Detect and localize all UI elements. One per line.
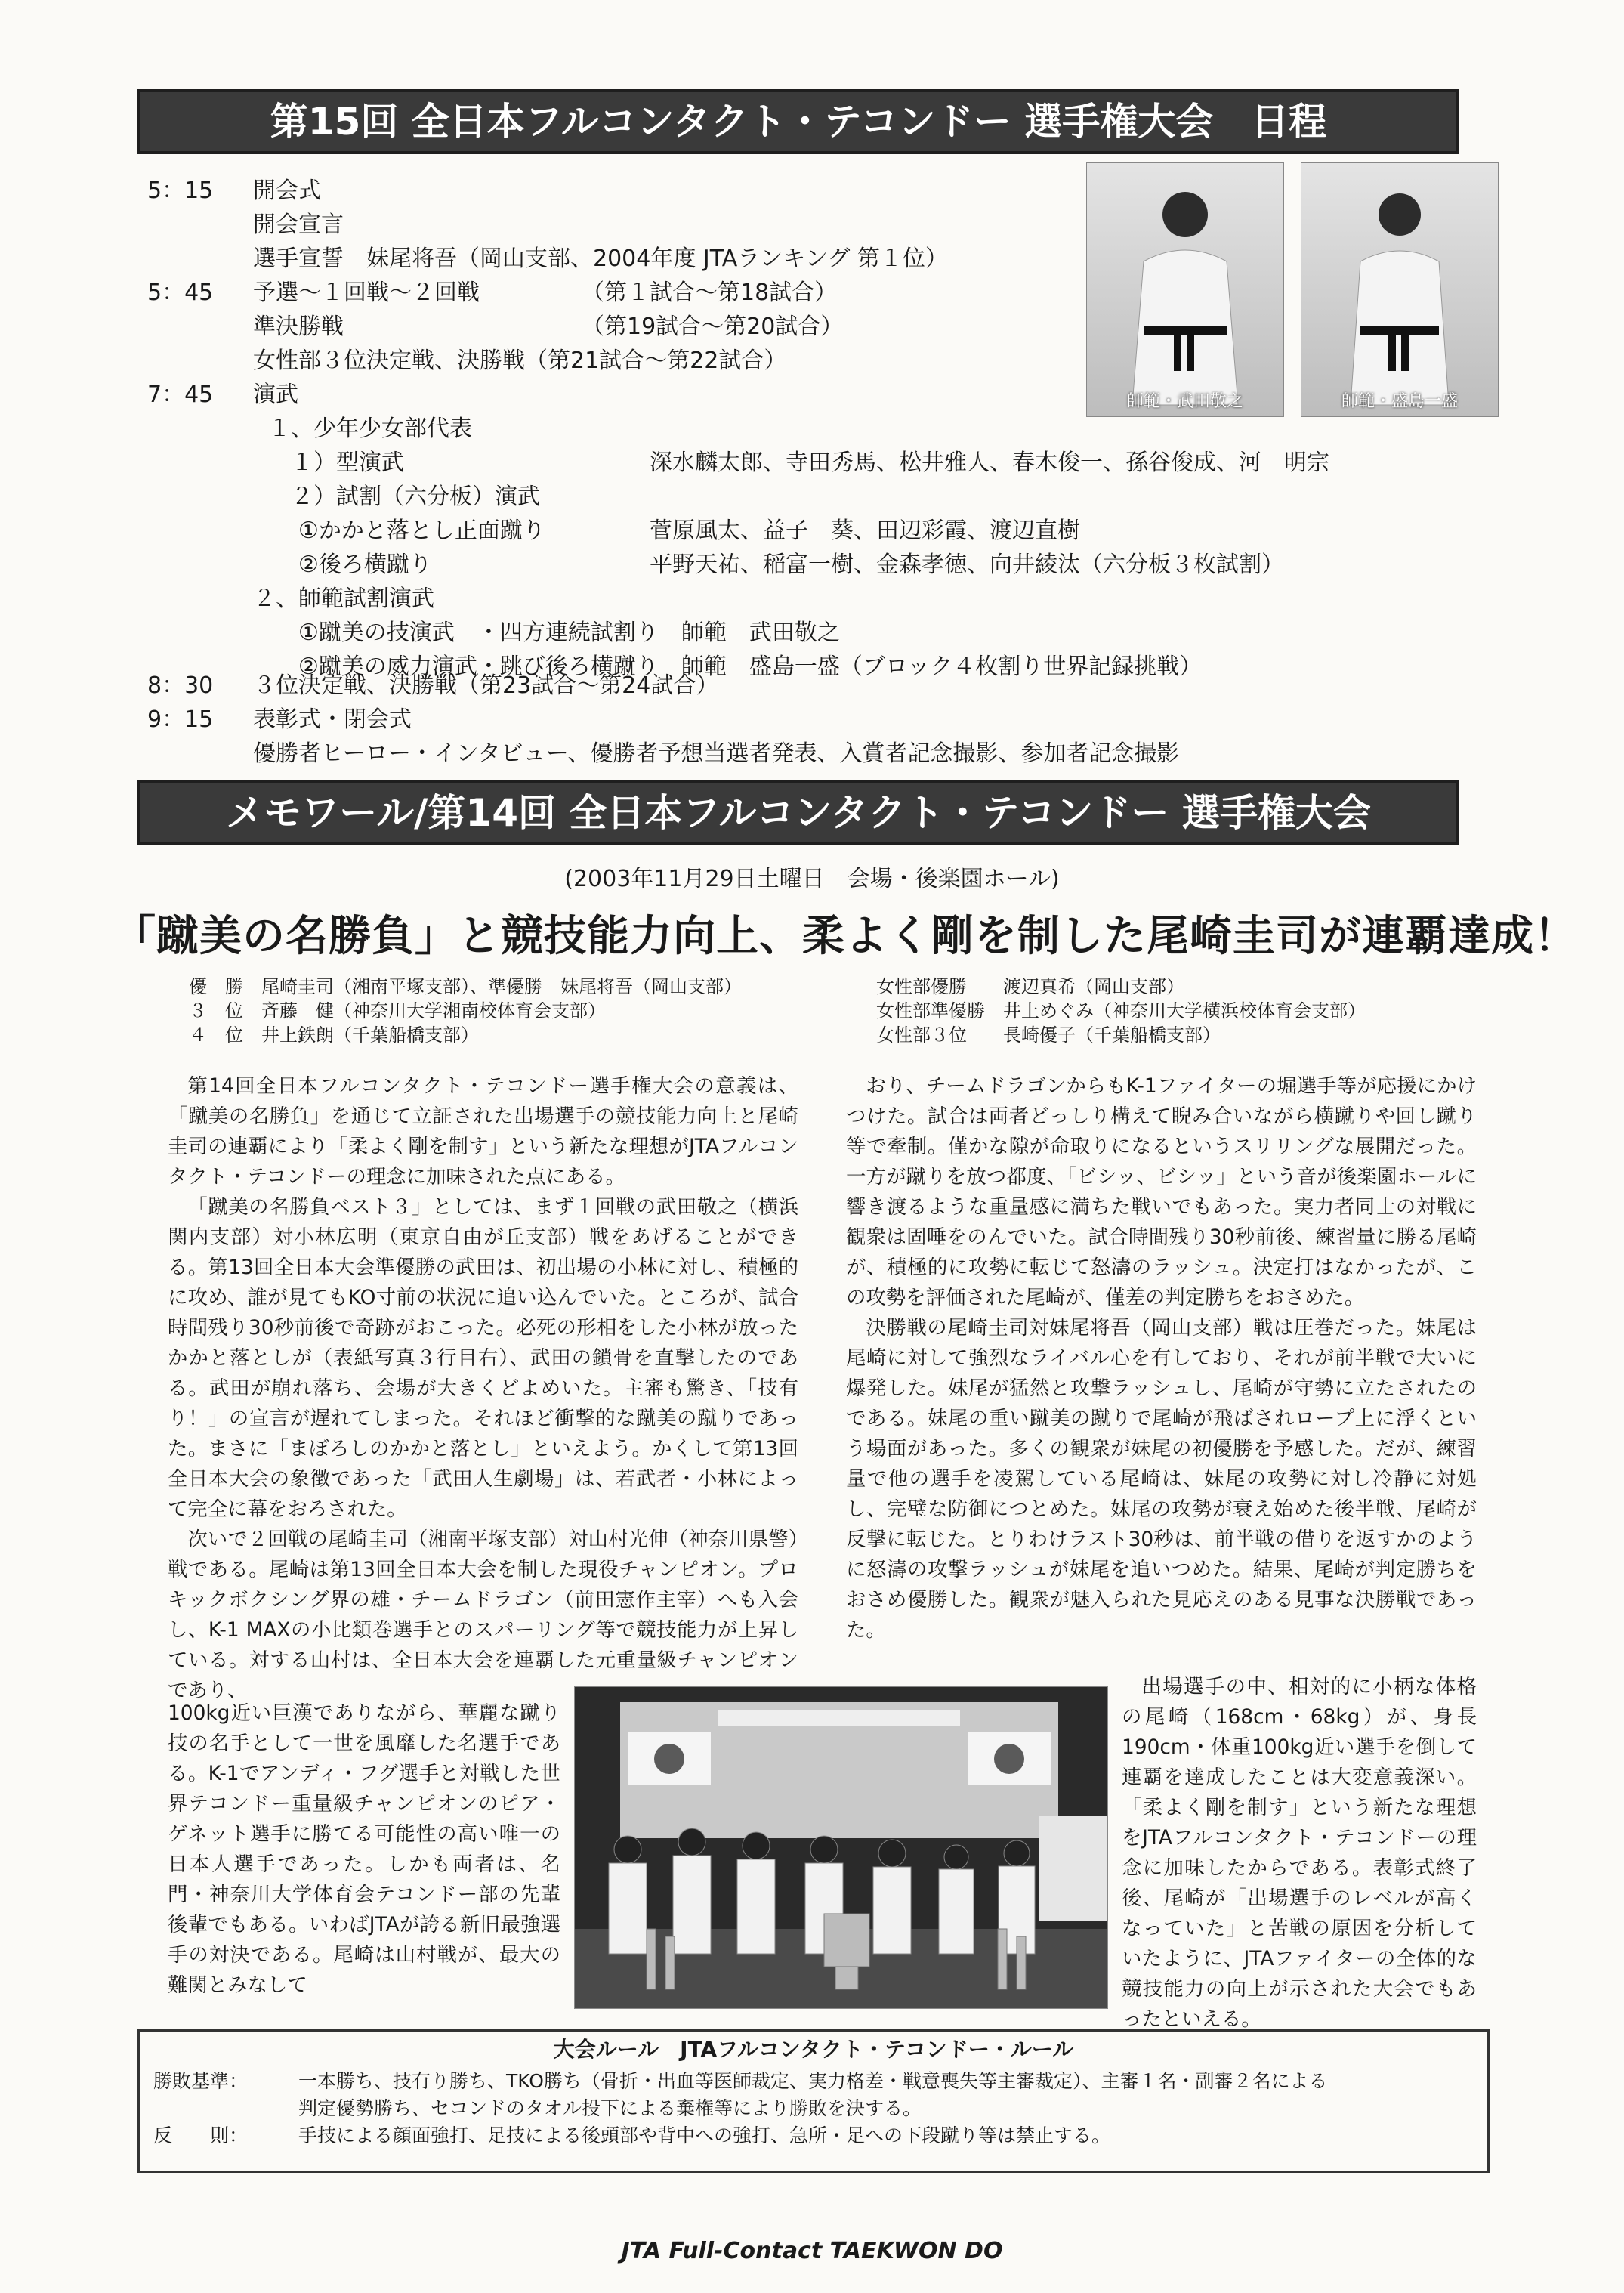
schedule-row — [147, 344, 1091, 378]
demo-row — [147, 480, 1431, 514]
demo-row — [147, 582, 1431, 616]
time: 8：30 — [147, 672, 214, 699]
schedule-banner: 第15回 全日本フルコンタクト・テコンドー 選手権大会 日程 — [137, 89, 1459, 154]
results-women — [876, 975, 1366, 1047]
article-left — [168, 1071, 798, 1702]
demo-item: ２）試割（六分板）演武 — [291, 484, 540, 510]
result-line: ３ 位 斉藤 健（神奈川大学湘南校体育会支部） — [189, 1000, 606, 1021]
rules-title: 大会ルール JTAフルコンタクト・テコンドー・ルール — [553, 2037, 1074, 2062]
person-figure — [1317, 178, 1483, 405]
rules-line — [140, 2095, 1487, 2122]
schedule-list-2 — [147, 669, 1431, 771]
demo-list — [147, 412, 1431, 684]
rules-box — [137, 2029, 1490, 2173]
master-photo-right — [1301, 162, 1499, 417]
rules-label: 勝敗基準： — [153, 2070, 249, 2092]
paragraph: 決勝戦の尾崎圭司対妹尾将吾（岡山支部）戦は圧巻だった。妹尾は尾崎に対して強烈なライバル心を有しており、それが前半戦で大いに爆発した。妹尾が猛然と攻撃ラッシュし、尾崎が守勢に立たされたのである。妹尾の重い蹴美の蹴りで尾崎が飛ばされロープ上に浮くという場面があった。多くの観衆が妹尾の初優勝を予感した。だが、練習量で他の選手を凌駕している尾崎は、妹尾の攻勢に対し冷静に対処し、完璧な防御につとめた。妹尾の攻勢が衰え始めた後半戦、尾崎が反撃に転じた。とりわけラスト30秒は、前半戦の借りを返すかのように怒濤の攻撃ラッシュが妹尾を追いつめた。結果、尾崎が判定勝ちをおさめ優勝した。観衆が魅入られた見応えのある見事な決勝戦であった。 — [846, 1316, 1477, 1642]
time: 5：45 — [147, 280, 214, 306]
paragraph: 第14回全日本フルコンタクト・テコンドー選手権大会の意義は、「蹴美の名勝負」を通じて立証された出場選手の競技能力向上と尾崎圭司の連覇により「柔よく剛を制す」という新たな理想がJTAフルコンタクト・テコンドーの理念に加味された点にある。 — [168, 1074, 798, 1188]
rules-text: 一本勝ち、技有り勝ち、TKO勝ち（骨折・出血等医師裁定、実力格差・戦意喪失等主審裁定）、主審１名・副審２名による — [298, 2070, 1328, 2092]
schedule-row — [147, 669, 1431, 703]
item: 演武 — [253, 382, 298, 408]
paragraph: 出場選手の中、相対的に小柄な体格の尾崎（168cm・68kg）が、身長190cm・体重100kg近い選手を倒して連覇を達成したことは大変意義深い。「柔よく剛を制す」という新たな理想をJTAフルコンタクト・テコンドーの理念に加味したからである。表彰式終了後、尾崎が「出場選手のレベルが高くなっていた」と苦戦の原因を分析していたように、JTAファイターの全体的な競技能力の向上が示された大会でもあったといえる。 — [1122, 1675, 1477, 2031]
paragraph: 100kg近い巨漢でありながら、華麗な蹴り技の名手として一世を風靡した名選手である。K-1でアンディ・フグ選手と対戦した世界テコンドー重量級チャンピオンのピア・ゲネット選手に勝てる可能性の高い唯一の日本人選手であった。しかも両者は、名門・神奈川大学体育会テコンドー部の先輩後輩でもある。いわばJTAが誇る新旧最強選手の対決である。尾崎は山村戦が、最大の難関とみなして — [168, 1701, 560, 1997]
schedule-row — [147, 703, 1431, 737]
demo-performers: 菅原風太、益子 葵、田辺彩霞、渡辺直樹 — [650, 518, 1080, 544]
item: 開会宣言 — [253, 212, 344, 238]
rules-label: 反 則： — [153, 2125, 249, 2146]
item: 女性部３位決定戦、決勝戦（第21試合～第22試合） — [253, 348, 787, 374]
footer-logo-text: JTA Full-Contact TAEKWON DO — [621, 2238, 1003, 2264]
article-right — [846, 1071, 1477, 1672]
demo-performers: 深水麟太郎、寺田秀馬、松井雅人、春木俊一、孫谷俊成、河 明宗 — [650, 450, 1329, 476]
demo-row — [147, 616, 1431, 650]
rules-line — [140, 2122, 1487, 2149]
person-figure — [1102, 178, 1268, 405]
rules-text: 手技による顔面強打、足技による後頭部や背中への強打、急所・足への下段蹴り等は禁止する。 — [298, 2125, 1111, 2146]
time: 5：15 — [147, 178, 214, 204]
rules-line — [140, 2068, 1487, 2095]
schedule-row — [147, 310, 1091, 344]
article-left-continued — [168, 1698, 560, 2001]
schedule-list — [147, 174, 1091, 412]
memorial-banner: メモワール/第14回 全日本フルコンタクト・テコンドー 選手権大会 — [137, 780, 1459, 845]
demo-performers: 平野天祐、稲富一樹、金森孝徳、向井綾汰（六分板３枚試割） — [650, 552, 1284, 578]
paragraph: 次いで２回戦の尾崎圭司（湘南平塚支部）対山村光伸（神奈川県警）戦である。尾崎は第13回全日本大会を制した現役チャンピオン。プロキックボクシング界の雄・チームドラゴン（前田憲作主宰）へも入会し、K-1 MAXの小比類巻選手とのスパーリング等で競技能力が上昇している。対する山村は、全日本大会を連覇した元重量級チャンピオンであり、 — [168, 1528, 798, 1702]
result-line: 優 勝 尾崎圭司（湘南平塚支部）、準優勝 妹尾将吾（岡山支部） — [189, 976, 742, 997]
paragraph: 「蹴美の名勝負ベスト３」としては、まず１回戦の武田敬之（横浜関内支部）対小林広明（東京自由が丘支部）戦をあげることができる。第13回全日本大会準優勝の武田は、初出場の小林に対し、積極的に攻め、誰が見てもKO寸前の状況に追い込んでいた。ところが、試合時間残り30秒前後で奇跡がおこった。必死の形相をした小林が放ったかかと落としが（表紙写真３行目右）、武田の鎖骨を直撃したのである。武田が崩れ落ち、会場が大きくどよめいた。主審も驚き、「技有り！」の宣言が遅れてしまった。それほど衝撃的な蹴美の蹴りであった。まさに「まぼろしのかかと落とし」といえよう。かくして第13回全日本大会の象徴であった「武田人生劇場」は、若武者・小林によって完全に幕をおろされた。 — [168, 1195, 798, 1521]
demo-item: ②後ろ横蹴り — [298, 552, 432, 578]
demo-item: ①蹴美の技演武 ・四方連続試割り 師範 武田敬之 — [298, 620, 840, 646]
item: ３位決定戦、決勝戦（第23試合～第24試合） — [253, 672, 719, 699]
match-range: （第19試合～第20試合） — [582, 314, 844, 340]
result-line: ４ 位 井上鉄朗（千葉船橋支部） — [189, 1024, 479, 1046]
headline: 「蹴美の名勝負」と競技能力向上、柔よく剛を制した尾崎圭司が連覇達成！ — [113, 912, 1577, 961]
item: 開会式 — [253, 178, 321, 204]
schedule-row — [147, 174, 1091, 208]
item: 表彰式・閉会式 — [253, 706, 412, 733]
result-line: 女性部準優勝 井上めぐみ（神奈川大学横浜校体育会支部） — [876, 1000, 1366, 1021]
photo-caption: 師範・武田敬之 — [1126, 392, 1243, 411]
article-right-continued — [1122, 1672, 1477, 2031]
rules-text: 判定優勢勝ち、セコンドのタオル投下による棄権等により勝敗を決する。 — [298, 2097, 922, 2119]
schedule-row — [147, 378, 1091, 412]
item: 予選～１回戦～２回戦 — [253, 280, 480, 306]
time: 9：15 — [147, 706, 214, 733]
match-range: （第１試合～第18試合） — [582, 280, 838, 306]
award-ceremony-image — [575, 1687, 1107, 2008]
photo-caption: 師範・盛島一盛 — [1341, 392, 1458, 411]
demo-item: ①かかと落とし正面蹴り — [298, 518, 545, 544]
demo-row — [147, 514, 1431, 548]
demo-item: １）型演武 — [291, 450, 404, 476]
schedule-row — [147, 208, 1091, 242]
item: 選手宣誓 妹尾将吾（岡山支部、2004年度 JTAランキング 第１位） — [253, 246, 948, 272]
results-men — [189, 975, 742, 1047]
event-date: (2003年11月29日土曜日 会場・後楽園ホール) — [564, 866, 1060, 892]
schedule-row — [147, 276, 1091, 310]
item: 優勝者ヒーロー・インタビュー、優勝者予想当選者発表、入賞者記念撮影、参加者記念撮影 — [253, 740, 1180, 767]
result-line: 女性部３位 長崎優子（千葉船橋支部） — [876, 1024, 1221, 1046]
paragraph: おり、チームドラゴンからもK-1ファイターの堀選手等が応援にかけつけた。試合は両者どっしり構えて睨み合いながら横蹴りや回し蹴り等で牽制。僅かな隙が命取りになるというスリリングな展開だった。一方が蹴りを放つ都度、「ビシッ、ビシッ」という音が後楽園ホールに響き渡るような重量感に満ちた戦いでもあった。実力者同士の対戦に観衆は固唾をのんでいた。試合時間残り30秒前後、練習量に勝る尾崎が、積極的に攻勢に転じて怒濤のラッシュ。決定打はなかったが、この攻勢を評価された尾崎が、僅差の判定勝ちをおさめた。 — [846, 1074, 1477, 1309]
schedule-row — [147, 737, 1431, 771]
group-photo — [574, 1686, 1108, 2009]
schedule-row — [147, 242, 1091, 276]
result-line: 女性部優勝 渡辺真希（岡山支部） — [876, 976, 1184, 997]
demo-row — [147, 446, 1431, 480]
demo-item: ②蹴美の威力演武・跳び後ろ横蹴り 師範 盛島一盛（ブロック４枚割り世界記録挑戦） — [298, 654, 1203, 680]
time: 7：45 — [147, 382, 214, 408]
demo-heading: １、少年少女部代表 — [268, 416, 472, 442]
item: 準決勝戦 — [253, 314, 344, 340]
master-photo-left — [1086, 162, 1284, 417]
demo-row — [147, 548, 1431, 582]
demo-heading: ２、師範試割演武 — [253, 586, 434, 612]
